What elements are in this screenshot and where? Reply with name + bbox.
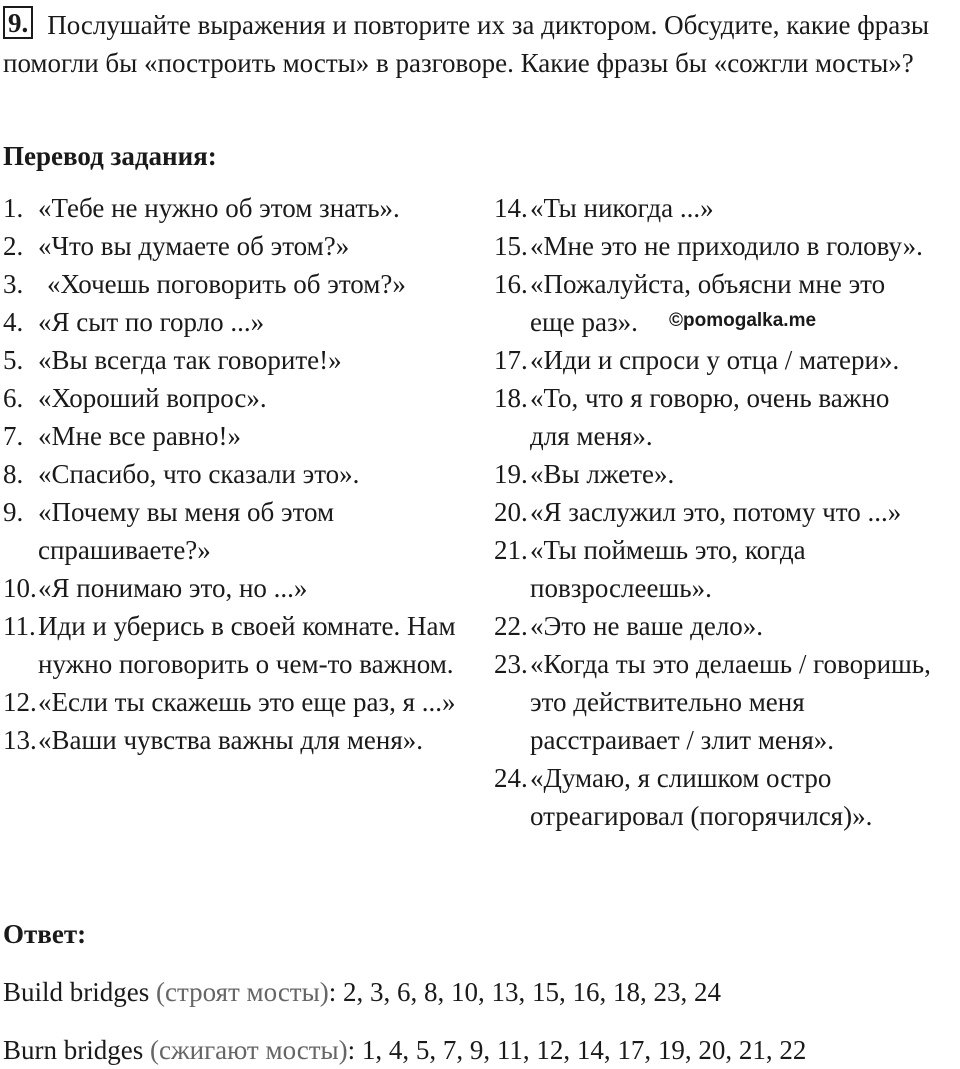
item-number: 14. <box>494 193 528 223</box>
item-text: «Мне все равно!» <box>38 421 242 451</box>
item-text: «Почему вы меня об этом спрашиваете?» <box>38 497 335 565</box>
burn-bridges-numbers: : 1, 4, 5, 7, 9, 11, 12, 14, 17, 19, 20, 21, 22 <box>347 1035 807 1065</box>
build-bridges-term: Build bridges <box>3 977 150 1007</box>
item-text: «Вы всегда так говорите!» <box>38 345 342 375</box>
build-bridges-numbers: : 2, 3, 6, 8, 10, 13, 15, 16, 18, 23, 24 <box>328 977 721 1007</box>
item-text: «Вы лжете». <box>530 459 675 489</box>
list-item <box>3 265 473 303</box>
item-number: 3. <box>3 269 24 299</box>
answer-build-bridges <box>3 973 721 1011</box>
item-text: «Это не ваше дело». <box>530 611 764 641</box>
item-number: 21. <box>494 535 528 565</box>
burn-bridges-term: Burn bridges <box>3 1035 144 1065</box>
watermark-text: ©pomogalka.me <box>669 310 817 331</box>
item-number: 4. <box>3 307 24 337</box>
list-item <box>494 759 960 835</box>
item-text: «Пожалуйста, объясни мне это еще раз». <box>530 269 886 337</box>
item-number: 23. <box>494 649 528 679</box>
list-item <box>3 417 473 455</box>
item-text: «Хочешь поговорить об этом?» <box>47 269 406 299</box>
item-text: «Что вы думаете об этом?» <box>38 231 350 261</box>
item-text: «Иди и спроси у отца / матери». <box>530 345 900 375</box>
task-number-box: 9. <box>3 6 33 39</box>
answer-heading: Ответ: <box>3 919 87 949</box>
item-number: 16. <box>494 269 528 299</box>
item-text: «Ты поймешь это, когда повзрослеешь». <box>530 535 806 603</box>
list-item <box>3 227 473 265</box>
list-item <box>3 189 473 227</box>
list-item <box>3 493 473 569</box>
item-number: 8. <box>3 459 24 489</box>
item-number: 11. <box>3 611 36 641</box>
item-number: 2. <box>3 231 24 261</box>
item-number: 7. <box>3 421 24 451</box>
item-number: 5. <box>3 345 24 375</box>
list-item <box>494 189 960 227</box>
item-text: «Спасибо, что сказали это». <box>38 459 360 489</box>
item-text: «Ваши чувства важны для меня». <box>38 725 424 755</box>
list-item <box>494 531 960 607</box>
list-item <box>3 303 473 341</box>
item-number: 18. <box>494 383 528 413</box>
item-text: «Ты никогда ...» <box>530 193 714 223</box>
list-item <box>494 645 960 759</box>
answer-burn-bridges <box>3 1031 806 1069</box>
item-text: «Я понимаю это, но ...» <box>38 573 308 603</box>
build-bridges-gloss: (строят мосты) <box>156 977 329 1007</box>
item-number: 13. <box>3 725 37 755</box>
item-number: 24. <box>494 763 528 793</box>
item-number: 12. <box>3 687 37 717</box>
task-text: Послушайте выражения и повторите их за диктором. Обсудите, какие фразы помогли бы «построить мосты» в разговоре. Какие фразы бы «сожгли мосты»? <box>3 10 929 78</box>
list-item <box>494 493 960 531</box>
item-text: «Тебе не нужно об этом знать». <box>38 193 400 223</box>
item-text: «Я заслужил это, потому что ...» <box>530 497 902 527</box>
item-number: 19. <box>494 459 528 489</box>
burn-bridges-gloss: (сжигают мосты) <box>149 1035 348 1065</box>
item-text: «Хороший вопрос». <box>38 383 267 413</box>
item-text: «То, что я говорю, очень важно для меня». <box>530 383 890 451</box>
list-item <box>3 569 473 607</box>
item-text: «Когда ты это делаешь / говоришь, это действительно меня расстраивает / злит меня». <box>530 649 931 755</box>
item-number: 9. <box>3 497 24 527</box>
item-number: 10. <box>3 573 37 603</box>
item-text: «Думаю, я слишком остро отреагировал (погорячился)». <box>530 763 873 831</box>
list-item <box>494 227 960 265</box>
list-item <box>3 341 473 379</box>
phrase-list-left <box>3 189 473 759</box>
item-number: 6. <box>3 383 24 413</box>
translation-heading: Перевод задания: <box>3 141 217 171</box>
list-item <box>494 379 960 455</box>
list-item <box>3 607 473 683</box>
item-text: Иди и уберись в своей комнате. Нам нужно поговорить о чем-то важном. <box>38 611 456 679</box>
list-item <box>3 721 473 759</box>
item-number: 22. <box>494 611 528 641</box>
list-item <box>494 607 960 645</box>
item-number: 17. <box>494 345 528 375</box>
task-statement <box>3 6 955 82</box>
list-item <box>3 455 473 493</box>
item-text: «Если ты скажешь это еще раз, я ...» <box>38 687 456 717</box>
list-item <box>3 683 473 721</box>
list-item <box>3 379 473 417</box>
list-item <box>494 341 960 379</box>
phrase-list-right <box>494 189 960 835</box>
item-number: 1. <box>3 193 24 223</box>
item-text: «Я сыт по горло ...» <box>38 307 265 337</box>
list-item <box>494 455 960 493</box>
item-number: 15. <box>494 231 528 261</box>
item-number: 20. <box>494 497 528 527</box>
item-text: «Мне это не приходило в голову». <box>530 231 923 261</box>
